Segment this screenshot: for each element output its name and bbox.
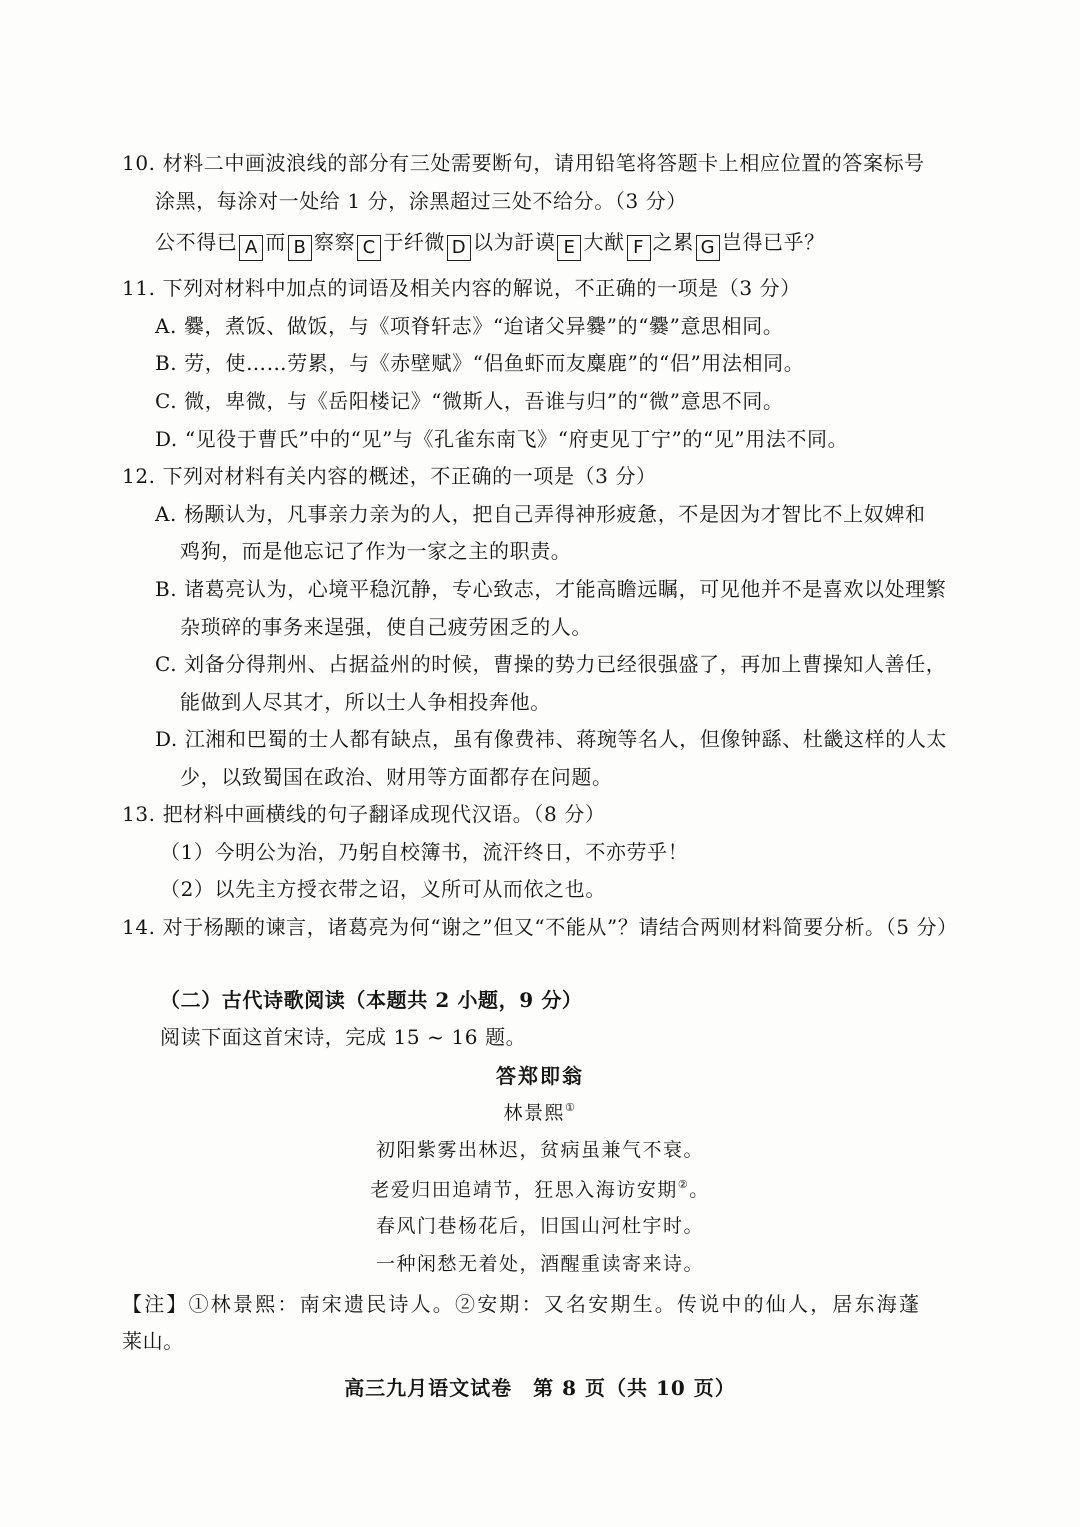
q11-option-b: B. 劳，使……劳累，与《赤壁赋》“侣鱼虾而友麋鹿”的“侣”用法相同。 xyxy=(155,351,805,375)
q11-option-a: A. 爨，煮饭、做饭，与《项脊轩志》“迨诸父异爨”的“爨”意思相同。 xyxy=(155,314,784,338)
q13-stem: 13. 把材料中画横线的句子翻译成现代汉语。（8 分） xyxy=(122,802,606,826)
q13-sentence-2: （2）以先主方授衣带之诏，义所可从而依之也。 xyxy=(160,877,606,901)
poem-notes-line1: 【注】①林景熙：南宋遗民诗人。②安期：又名安期生。传说中的仙人，居东海蓬 xyxy=(122,1292,922,1316)
q12-option-a-line2: 鸡狗，而是他忘记了作为一家之主的职责。 xyxy=(180,539,572,563)
q12-option-d-line2: 少，以致蜀国在政治、财用等方面都存在问题。 xyxy=(180,765,613,789)
sentence-segment: 察察 xyxy=(314,230,356,254)
page-footer: 高三九月语文试卷 第 8 页（共 10 页） xyxy=(344,1376,736,1400)
poem-author xyxy=(0,1102,1080,1123)
poem-notes-line2: 莱山。 xyxy=(122,1329,184,1353)
sentence-segment: 而 xyxy=(265,230,287,254)
q11-option-c: C. 微，卑微，与《岳阳楼记》“微斯人，吾谁与归”的“微”意思不同。 xyxy=(155,389,784,413)
answer-box-c: C xyxy=(357,235,381,261)
answer-box-a: A xyxy=(239,235,263,261)
q11-option-d: D. “见役于曹氏”中的“见”与《孔雀东南飞》“府吏见丁宁”的“见”用法不同。 xyxy=(155,427,849,451)
poem-line-1: 初阳紫雾出林迟，贫病虽兼气不衰。 xyxy=(375,1139,704,1161)
poem-title: 答郑即翁 xyxy=(496,1064,584,1088)
q14-stem: 14. 对于杨颙的谏言，诸葛亮为何“谢之”但又“不能从”？请结合两则材料简要分析。（5 分） xyxy=(122,915,958,939)
footnote-marker: ① xyxy=(565,1101,577,1114)
poem-line-4: 一种闲愁无着处，酒醒重读寄来诗。 xyxy=(375,1253,704,1275)
footnote-marker: ② xyxy=(677,1178,690,1191)
q10-stem-line1: 10. 材料二中画波浪线的部分有三处需要断句，请用铅笔将答题卡上相应位置的答案标号 xyxy=(122,151,925,175)
sentence-segment: 之累 xyxy=(652,230,694,254)
answer-box-g: G xyxy=(696,235,720,261)
q11-stem: 11. 下列对材料中加点的词语及相关内容的解说，不正确的一项是（3 分） xyxy=(122,276,801,300)
answer-box-b: B xyxy=(288,235,312,261)
poem-line-2 xyxy=(0,1179,1080,1200)
q10-stem-line2: 涂黑，每涂对一处给 1 分，涂黑超过三处不给分。（3 分） xyxy=(155,189,687,213)
section-heading: （二）古代诗歌阅读（本题共 2 小题，9 分） xyxy=(160,988,583,1012)
sentence-segment: 大猷 xyxy=(583,230,625,254)
q12-option-b-line1: B. 诸葛亮认为，心境平稳沉静，专心致志，才能高瞻远瞩，可见他并不是喜欢以处理繁 xyxy=(155,577,947,601)
q13-sentence-1: （1）今明公为治，乃躬自校簿书，流汗终日，不亦劳乎！ xyxy=(160,840,689,864)
q12-option-a-line1: A. 杨颙认为，凡事亲力亲为的人，把自己弄得神形疲惫，不是因为才智比不上奴婢和 xyxy=(155,502,926,526)
poem-line-2-text: 老爱归田追靖节，狂思入海访安期 xyxy=(370,1179,678,1201)
q10-sentence xyxy=(155,232,825,261)
q12-option-d-line1: D. 江湘和巴蜀的士人都有缺点，虽有像费祎、蒋琬等名人，但像钟繇、杜畿这样的人太 xyxy=(155,727,948,751)
answer-box-e: E xyxy=(557,235,581,261)
sentence-segment: 公不得已 xyxy=(155,230,238,254)
sentence-segment: 以为訏谟 xyxy=(473,230,556,254)
sentence-segment: 于纤微 xyxy=(383,230,446,254)
poem-line-3: 春风门巷杨花后，旧国山河杜宇时。 xyxy=(375,1215,704,1237)
sentence-segment: 岂得已乎？ xyxy=(721,230,825,254)
q12-option-c-line1: C. 刘备分得荆州、占据益州的时候，曹操的势力已经很强盛了，再加上曹操知人善任， xyxy=(155,652,947,676)
section-intro: 阅读下面这首宋诗，完成 15 ~ 16 题。 xyxy=(160,1025,527,1049)
answer-box-d: D xyxy=(447,235,471,261)
poem-line-2-end: 。 xyxy=(689,1179,710,1201)
q12-option-c-line2: 能做到人尽其才，所以士人争相投奔他。 xyxy=(180,690,551,714)
poem-author-name: 林景熙 xyxy=(503,1102,566,1124)
q12-stem: 12. 下列对材料有关内容的概述，不正确的一项是（3 分） xyxy=(122,464,657,488)
q12-option-b-line2: 杂琐碎的事务来逞强，使自己疲劳困乏的人。 xyxy=(180,615,592,639)
answer-box-f: F xyxy=(627,235,651,261)
